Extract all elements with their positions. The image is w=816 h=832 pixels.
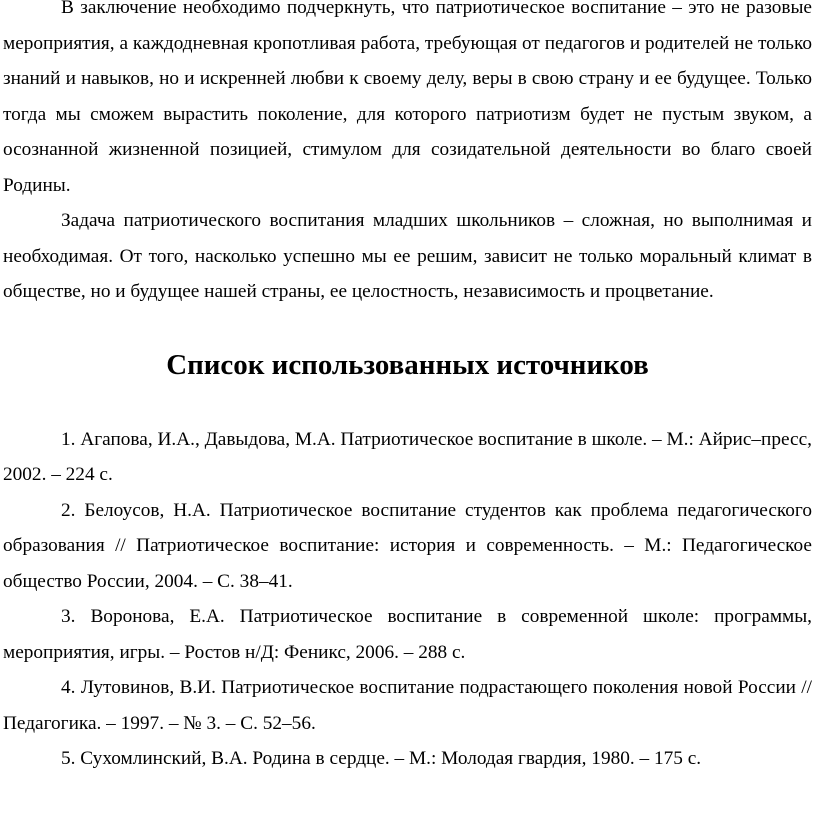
reference-text: Белоусов, Н.А. Патриотическое воспитание студентов как проблема педагогического образования // Патриотическое воспитание: история и современность. – М.: Педагогическое общество России, 2004. – С. 38–41. bbox=[3, 499, 812, 592]
reference-text: Агапова, И.А., Давыдова, М.А. Патриотическое воспитание в школе. – М.: Айрис–пресс, 2002. – 224 с. bbox=[3, 428, 812, 485]
reference-item bbox=[3, 422, 812, 493]
reference-number: 4. bbox=[61, 677, 76, 698]
conclusion-paragraph-2: Задача патриотического воспитания младших школьников – сложная, но выполнимая и необходимая. От того, насколько успешно мы ее решим, зависит не только моральный климат в обществе, но и будущее нашей страны, ее целостность, независимость и процветание. bbox=[3, 210, 812, 302]
reference-text: Сухомлинский, В.А. Родина в сердце. – М.: Молодая гвардия, 1980. – 175 с. bbox=[80, 748, 702, 769]
reference-number: 5. bbox=[61, 748, 76, 769]
references-list bbox=[3, 422, 812, 777]
reference-text: Воронова, Е.А. Патриотическое воспитание в современной школе: программы, мероприятия, игры. – Ростов н/Д: Феникс, 2006. – 288 с. bbox=[3, 606, 812, 663]
reference-number: 3. bbox=[61, 606, 76, 627]
reference-number: 2. bbox=[61, 499, 76, 521]
reference-number: 1. bbox=[61, 428, 76, 450]
reference-item bbox=[3, 599, 812, 670]
conclusion-paragraph-1: В заключение необходимо подчеркнуть, что патриотическое воспитание – это не разовые мероприятия, а каждодневная кропотливая работа, требующая от педагогов и родителей не только знаний и навыков, но и искренней любви к своему делу, веры в свою страну и ее будущее. Только тогда мы сможем вырастить поколение, для которого патриотизм будет не пустым звуком, а осознанной жизненной позицией, стимулом для созидательной деятельности во благо своей Родины. bbox=[3, 0, 812, 196]
reference-item bbox=[3, 493, 812, 600]
reference-text: Лутовинов, В.И. Патриотическое воспитание подрастающего поколения новой России // Педагогика. – 1997. – № 3. – С. 52–56. bbox=[3, 677, 812, 734]
reference-item bbox=[3, 670, 812, 741]
reference-item bbox=[3, 741, 812, 777]
references-heading: Список использованных источников bbox=[166, 348, 649, 381]
